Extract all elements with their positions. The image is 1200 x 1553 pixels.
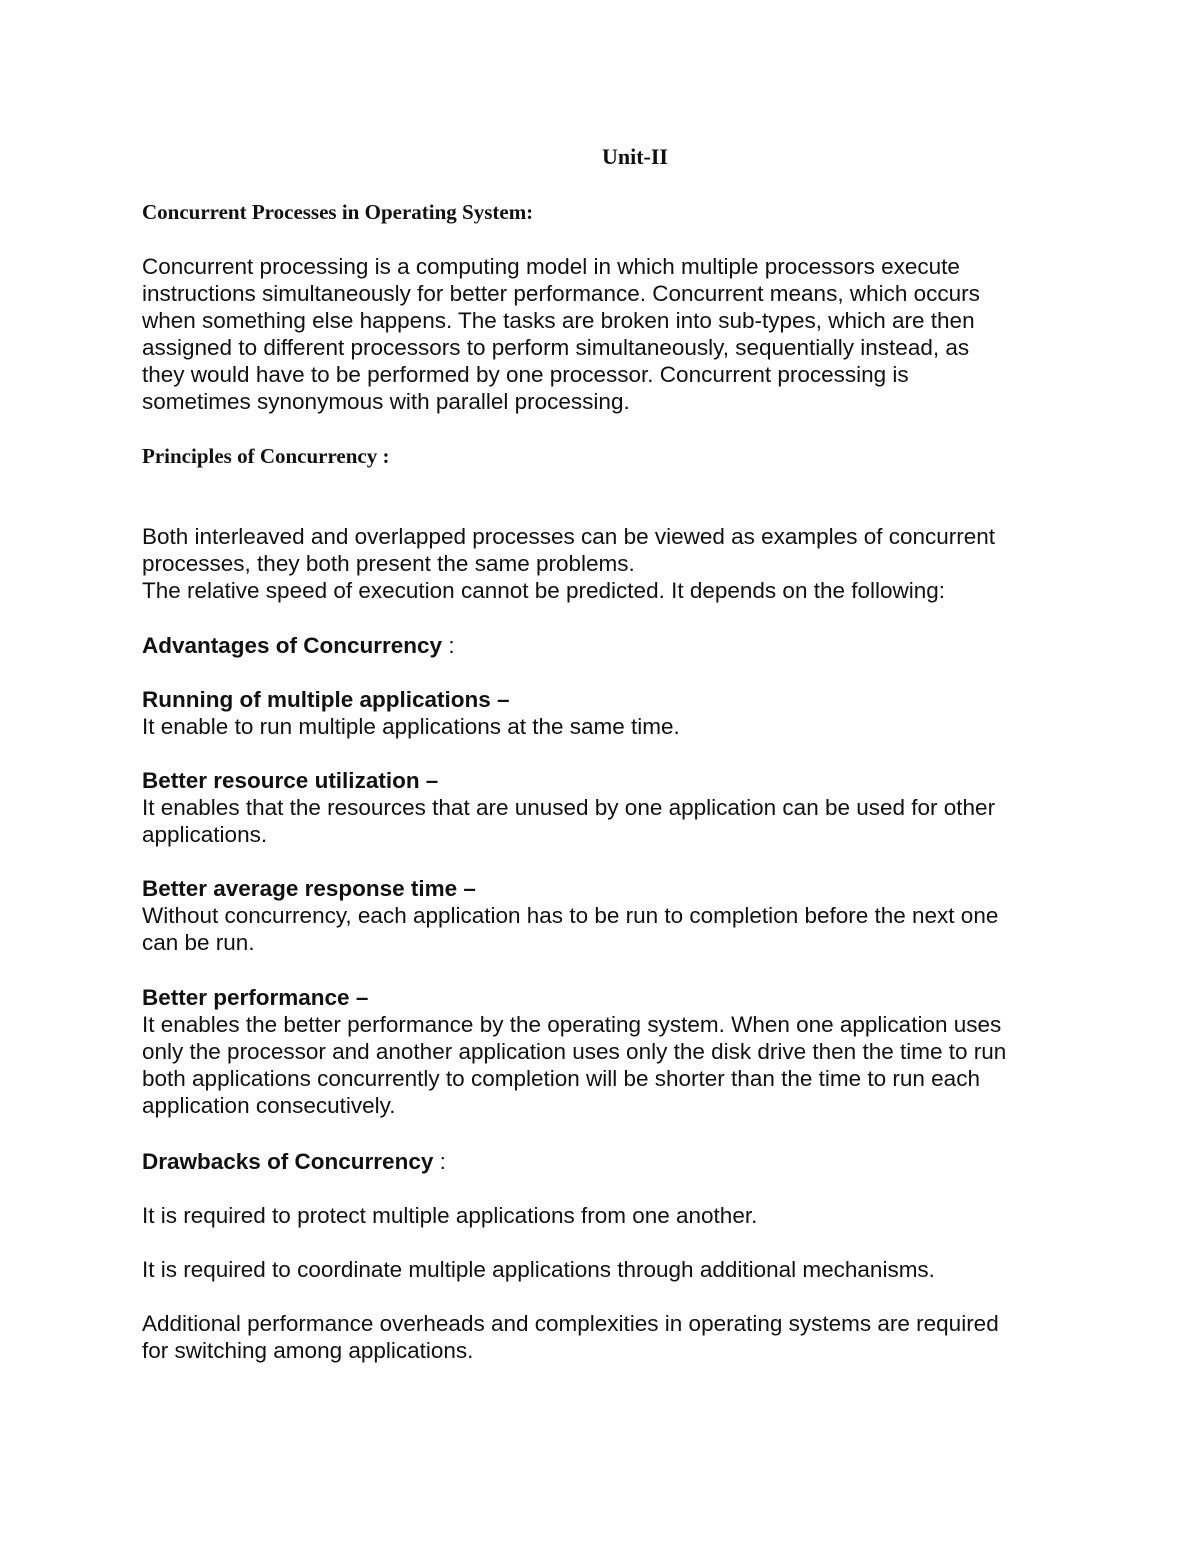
intro-line: when something else happens. The tasks are broken into sub-types, which are then [142,308,975,333]
advantages-heading-text: Advantages of Concurrency [142,633,443,658]
advantage-line: It enables the better performance by the operating system. When one application uses [142,1012,1002,1037]
intro-line: sometimes synonymous with parallel processing. [142,389,630,414]
advantages-heading [142,632,455,659]
advantage-line: It enables that the resources that are unused by one application can be used for other [142,795,996,820]
advantage-title: Better resource utilization – [142,768,439,793]
drawbacks-heading-text: Drawbacks of Concurrency [142,1149,434,1174]
drawback-line: It is required to protect multiple applications from one another. [142,1203,758,1228]
advantage-line: can be run. [142,930,255,955]
advantage-item [142,984,1062,1119]
advantage-line: applications. [142,822,268,847]
advantage-line: only the processor and another application uses only the disk drive then the time to run [142,1039,1007,1064]
advantage-item [142,767,1062,848]
drawback-item [142,1202,1062,1229]
drawbacks-heading [142,1148,446,1175]
advantage-title: Better performance – [142,985,369,1010]
intro-line: they would have to be performed by one processor. Concurrent processing is [142,362,909,387]
advantage-line: both applications concurrently to completion will be shorter than the time to run each [142,1066,980,1091]
drawback-item [142,1256,1062,1283]
advantage-title: Better average response time – [142,876,476,901]
advantage-item [142,686,1062,740]
drawback-line: It is required to coordinate multiple applications through additional mechanisms. [142,1257,935,1282]
advantage-title: Running of multiple applications – [142,687,510,712]
advantage-item [142,875,1062,956]
section-heading: Concurrent Processes in Operating System: [142,200,534,224]
principles-line: Both interleaved and overlapped processes can be viewed as examples of concurrent [142,524,996,549]
drawback-line: Additional performance overheads and complexities in operating systems are required [142,1311,999,1336]
drawback-item [142,1310,1062,1364]
advantage-line: It enable to run multiple applications at the same time. [142,714,680,739]
advantages-heading-suffix: : [442,633,455,658]
drawback-line: for switching among applications. [142,1338,474,1363]
principles-heading: Principles of Concurrency : [142,444,390,468]
advantage-line: Without concurrency, each application has to be run to completion before the next one [142,903,999,928]
intro-line: Concurrent processing is a computing model in which multiple processors execute [142,254,960,279]
intro-line: assigned to different processors to perform simultaneously, sequentially instead, as [142,335,970,360]
intro-paragraph [142,253,1062,415]
principles-line: processes, they both present the same problems. [142,551,635,576]
unit-title: Unit-II [601,144,668,169]
advantage-line: application consecutively. [142,1093,396,1118]
intro-line: instructions simultaneously for better performance. Concurrent means, which occurs [142,281,980,306]
drawbacks-heading-suffix: : [433,1149,446,1174]
principles-paragraph [142,523,1062,604]
principles-line: The relative speed of execution cannot be predicted. It depends on the following: [142,578,946,603]
